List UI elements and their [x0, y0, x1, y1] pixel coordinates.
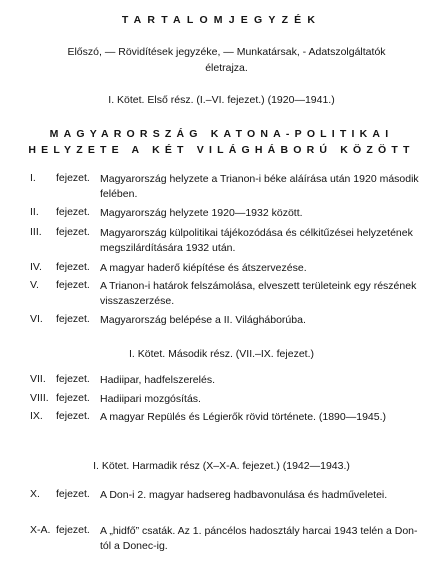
chapter-label: fejezet. — [56, 313, 90, 325]
chapter-title: Hadiipari mozgósítás. — [100, 393, 201, 405]
chapter-number: V. — [30, 279, 39, 291]
chapter-number: VIII. — [30, 392, 49, 404]
chapter-number: VII. — [30, 373, 46, 385]
chapter-label: fejezet. — [56, 279, 90, 291]
part2-heading: I. Kötet. Második rész. (VII.–IX. fejezet.) — [129, 348, 314, 360]
chapter-label: fejezet. — [56, 226, 90, 238]
chapter-label: fejezet. — [56, 261, 90, 273]
chapter-label: fejezet. — [56, 172, 90, 184]
main-heading-line-1: MAGYARORSZÁG KATONA-POLITIKAI — [49, 128, 394, 140]
chapter-number: IV. — [30, 261, 42, 273]
chapter-title: A Don-i 2. magyar hadsereg hadbavonulása és hadműveletei. — [100, 489, 388, 501]
chapter-number: II. — [30, 206, 39, 218]
chapter-title: Magyarország helyzete a Trianon-i béke aláírása után 1920 második felében. — [100, 173, 419, 200]
chapter-label: fejezet. — [56, 410, 90, 422]
main-heading — [0, 126, 443, 158]
chapter-number: IX. — [30, 410, 43, 422]
preface-line — [24, 44, 429, 76]
chapter-title: A magyar Repülés és Légierők rövid története. (1890—1945.) — [100, 411, 386, 423]
preface-line-2: életrajza. — [205, 62, 248, 74]
chapter-number: X-A. — [30, 524, 51, 536]
part1-heading: I. Kötet. Első rész. (I.–VI. fejezet.) (1920—1941.) — [108, 94, 335, 106]
chapter-number: VI. — [30, 313, 43, 325]
chapter-number: I. — [30, 172, 36, 184]
chapter-title: Magyarország helyzete 1920—1932 között. — [100, 207, 303, 219]
chapter-label: fejezet. — [56, 524, 90, 536]
chapter-title: Hadiipar, hadfelszerelés. — [100, 374, 215, 386]
main-heading-line-2: HELYZETE A KÉT VILÁGHÁBORÚ KÖZÖTT — [28, 144, 415, 156]
chapter-title: A magyar haderő kiépítése és átszervezése. — [100, 262, 307, 274]
part3-heading: I. Kötet. Harmadik rész (X–X-A. fejezet.) (1942—1943.) — [93, 460, 350, 472]
chapter-label: fejezet. — [56, 206, 90, 218]
preface-line-1: Előszó, — Rövidítések jegyzéke, — Munkatársak, - Adatszolgáltatók — [67, 46, 386, 58]
page-title: TARTALOMJEGYZÉK — [121, 14, 322, 26]
chapter-title: A Trianon-i határok felszámolása, elveszett területeink egy részének visszaszerzése. — [100, 280, 417, 307]
chapter-number: X. — [30, 488, 40, 500]
chapter-label: fejezet. — [56, 392, 90, 404]
chapter-label: fejezet. — [56, 373, 90, 385]
chapter-title: Magyarország külpolitikai tájékozódása és célkitűzései helyzetének megszilárdítására 1932 után. — [100, 227, 413, 254]
chapter-label: fejezet. — [56, 488, 90, 500]
chapter-title: Magyarország belépése a II. Világháborúba. — [100, 314, 306, 326]
chapter-title: A „hidfő” csaták. Az 1. páncélos hadosztály harcai 1943 telén a Don-tól a Donec-ig. — [100, 525, 418, 552]
chapter-number: III. — [30, 226, 42, 238]
